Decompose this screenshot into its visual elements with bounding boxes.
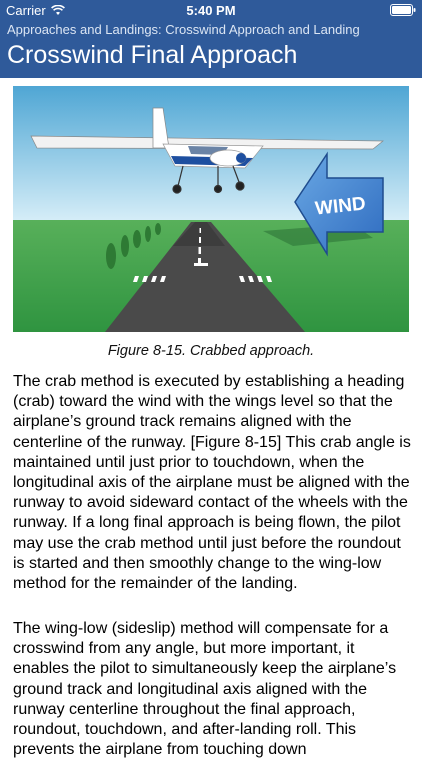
body-paragraph: The crab method is executed by establishing a heading (crab) toward the wind with the wings level so that the airplane’s ground track remains aligned with the centerline of the runway. [Figure 8-15] This crab angle is maintained until just prior to touchdown, when the longitudinal axis of the airplane must be aligned with the runway to avoid sideward contact of the wheels with the runway. If a long final approach is being flown, the pilot may use the crab method until just before the roundout is started and then smoothly change to the wing-low method for the remainder of the landing. [13,373,411,593]
crosswind-figure [13,86,409,332]
figure-caption: Figure 8-15. Crabbed approach. [107,343,315,359]
breadcrumb[interactable]: Approaches and Landings: Crosswind Approach and Landing [7,22,360,37]
page-title: Crosswind Final Approach [7,41,298,69]
status-time: 5:40 PM [186,3,236,18]
carrier-label: Carrier [6,3,46,18]
battery-icon [390,4,416,16]
body-paragraph: The wing-low (sideslip) method will compensate for a crosswind from any angle, but more important, it enables the pilot to simultaneously keep the airplane’s ground track and longitudinal axis aligned with the runway centerline throughout the final approach, roundout, touchdown, and after-landing roll. This prevents the airplane from touching down [13,620,397,759]
wind-label: WIND [314,193,367,220]
crabbed-approach-illustration [13,86,409,332]
nav-header [0,20,422,78]
status-bar [0,0,422,20]
